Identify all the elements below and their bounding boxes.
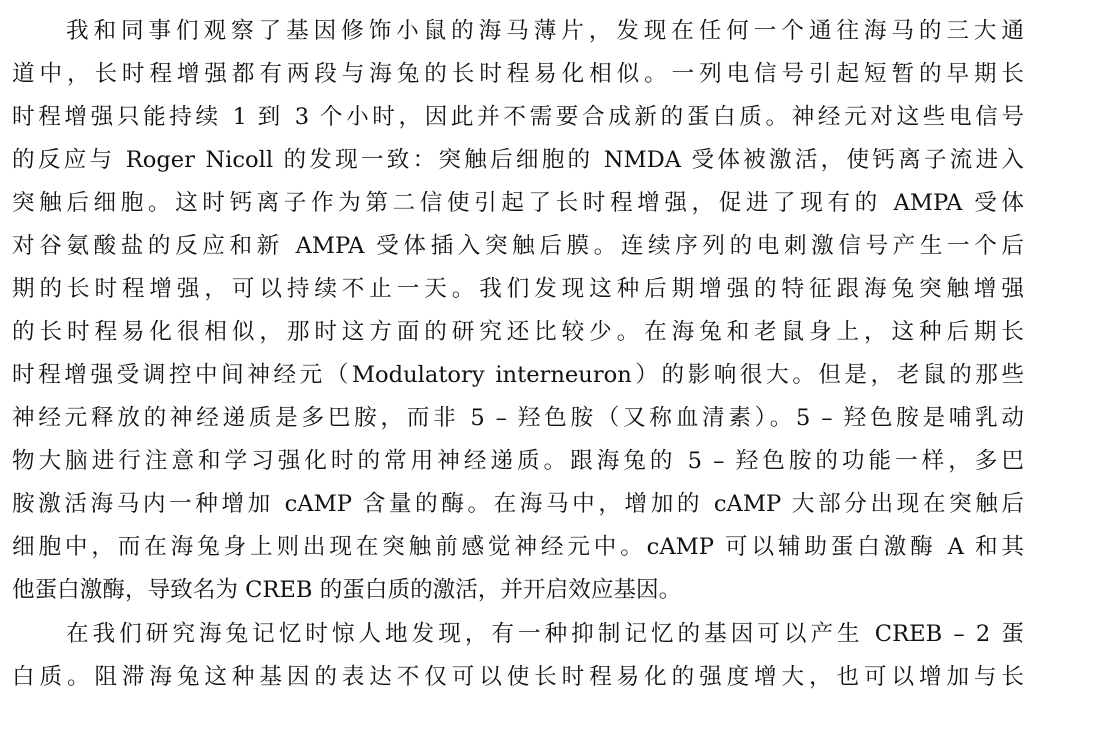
text-line: 物大脑进行注意和学习强化时的常用神经递质。跟海兔的 5 – 羟色胺的功能一样，多巴 (12, 448, 1024, 474)
text-line: 他蛋白激酶，导致名为 CREB 的蛋白质的激活，并开启效应基因。 (12, 577, 682, 603)
text-line: 时程增强受调控中间神经元（Modulatory interneuron）的影响很大。但是，老鼠的那些 (12, 362, 1024, 388)
text-line: 的反应与 Roger Nicoll 的发现一致：突触后细胞的 NMDA 受体被激活，使钙离子流进入 (12, 147, 1024, 173)
text-line: 期的长时程增强，可以持续不止一天。我们发现这种后期增强的特征跟海兔突触增强 (12, 276, 1024, 302)
text-line: 白质。阻滞海兔这种基因的表达不仅可以使长时程易化的强度增大，也可以增加与长 (12, 664, 1024, 690)
text-line: 时程增强只能持续 1 到 3 个小时，因此并不需要合成新的蛋白质。神经元对这些电信号 (12, 104, 1024, 130)
text-line: 对谷氨酸盐的反应和新 AMPA 受体插入突触后膜。连续序列的电刺激信号产生一个后 (12, 233, 1024, 259)
text-line: 胺激活海马内一种增加 cAMP 含量的酶。在海马中，增加的 cAMP 大部分出现在突触后 (12, 491, 1024, 517)
text-line: 道中，长时程增强都有两段与海兔的长时程易化相似。一列电信号引起短暂的早期长 (12, 61, 1024, 87)
text-line: 在我们研究海兔记忆时惊人地发现，有一种抑制记忆的基因可以产生 CREB – 2 蛋 (66, 621, 1024, 647)
text-line: 细胞中，而在海兔身上则出现在突触前感觉神经元中。cAMP 可以辅助蛋白激酶 A 和其 (12, 534, 1024, 560)
text-line: 的长时程易化很相似，那时这方面的研究还比较少。在海兔和老鼠身上，这种后期长 (12, 319, 1024, 345)
text-line: 神经元释放的神经递质是多巴胺，而非 5 – 羟色胺（又称血清素）。5 – 羟色胺是哺乳动 (12, 405, 1024, 431)
text-line: 我和同事们观察了基因修饰小鼠的海马薄片，发现在任何一个通往海马的三大通 (66, 18, 1024, 44)
text-line: 突触后细胞。这时钙离子作为第二信使引起了长时程增强，促进了现有的 AMPA 受体 (12, 190, 1024, 216)
